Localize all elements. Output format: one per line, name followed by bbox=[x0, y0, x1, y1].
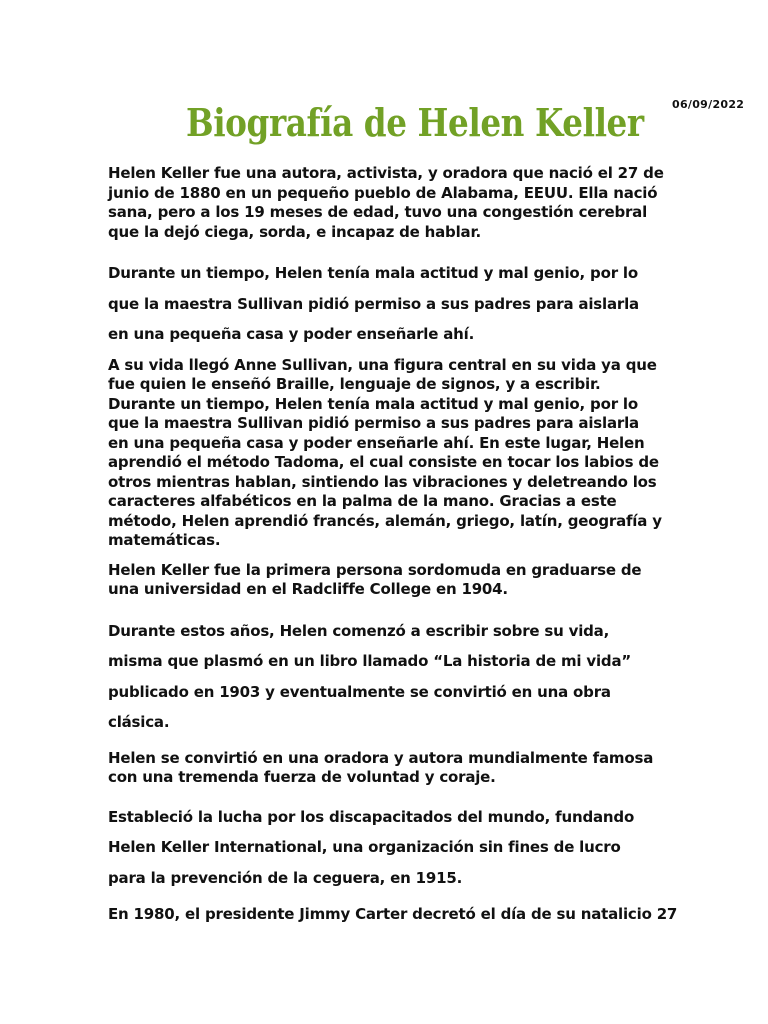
text-line: caracteres alfabéticos en la palma de la mano. Gracias a este bbox=[108, 492, 617, 510]
text-line: en una pequeña casa y poder enseñarle ahí. En este lugar, Helen bbox=[108, 433, 645, 452]
text-line: que la dejó ciega, sorda, e incapaz de hablar. bbox=[108, 222, 482, 241]
document-body bbox=[108, 164, 678, 925]
text-line: aprendió el método Tadoma, el cual consiste en tocar los labios de bbox=[108, 453, 659, 471]
text-line: en una pequeña casa y poder enseñarle ahí. bbox=[108, 325, 475, 343]
text-line: matemáticas. bbox=[108, 531, 221, 549]
text-line: fue quien le enseñó Braille, lenguaje de signos, y a escribir. bbox=[108, 375, 601, 393]
text-line: junio de 1880 en un pequeño pueblo de Alabama, EEUU. Ella nació bbox=[108, 183, 658, 202]
text-line: misma que plasmó en un libro llamado “La historia de mi vida” bbox=[108, 652, 632, 670]
text-line: Helen Keller fue la primera persona sordomuda en graduarse de bbox=[108, 560, 642, 579]
text-line: sana, pero a los 19 meses de edad, tuvo una congestión cerebral bbox=[108, 203, 648, 221]
text-line: método, Helen aprendió francés, alemán, griego, latín, geografía y bbox=[108, 511, 662, 530]
text-line: Helen Keller International, una organización sin fines de lucro bbox=[108, 838, 621, 856]
text-line: Helen se convirtió en una oradora y autora mundialmente famosa bbox=[108, 748, 654, 767]
text-line: publicado en 1903 y eventualmente se convirtió en una obra bbox=[108, 682, 611, 701]
text-line: una universidad en el Radcliffe College en 1904. bbox=[108, 580, 508, 598]
paragraph-orator bbox=[108, 749, 668, 788]
document-date: 06/09/2022 bbox=[672, 98, 745, 111]
text-line: Durante un tiempo, Helen tenía mala actitud y mal genio, por lo bbox=[108, 264, 638, 282]
paragraph-anne-sullivan bbox=[108, 356, 668, 551]
text-line: En 1980, el presidente Jimmy Carter decretó el día de su natalicio 27 bbox=[108, 905, 678, 923]
paragraph-intro bbox=[108, 164, 668, 242]
text-line: A su vida llegó Anne Sullivan, una figura central en su vida ya que bbox=[108, 355, 657, 374]
text-line: Helen Keller fue una autora, activista, y oradora que nació el 27 de bbox=[108, 164, 664, 182]
text-line: con una tremenda fuerza de voluntad y coraje. bbox=[108, 768, 496, 786]
text-line: clásica. bbox=[108, 713, 170, 731]
document-title: Biografía de Helen Keller bbox=[186, 100, 644, 145]
paragraph-graduation bbox=[108, 561, 668, 600]
text-line: Durante estos años, Helen comenzó a escribir sobre su vida, bbox=[108, 621, 610, 640]
text-line: Estableció la lucha por los discapacitados del mundo, fundando bbox=[108, 807, 635, 826]
paragraph-carter bbox=[108, 905, 678, 925]
text-line: para la prevención de la ceguera, en 1915. bbox=[108, 868, 463, 887]
text-line: que la maestra Sullivan pidió permiso a sus padres para aislarla bbox=[108, 414, 639, 432]
text-line: Durante un tiempo, Helen tenía mala actitud y mal genio, por lo bbox=[108, 394, 638, 413]
text-line: que la maestra Sullivan pidió permiso a sus padres para aislarla bbox=[108, 294, 639, 313]
paragraph-temperament bbox=[108, 258, 668, 350]
paragraph-foundation bbox=[108, 802, 668, 894]
text-line: otros mientras hablan, sintiendo las vibraciones y deletreando los bbox=[108, 472, 657, 491]
paragraph-writing bbox=[108, 616, 668, 738]
